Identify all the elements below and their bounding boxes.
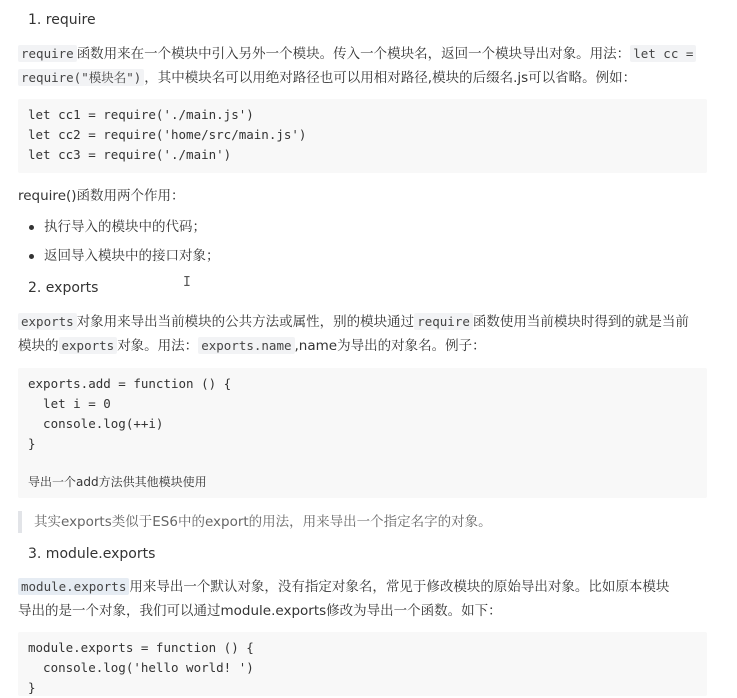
- inline-code-require: require: [414, 313, 473, 330]
- exports-desc-text-5: ,name为导出的对象名。例子：: [294, 338, 486, 354]
- code-line: console.log('hello world! '): [28, 660, 254, 675]
- code-block-require-examples: [18, 99, 707, 173]
- require-description: [18, 42, 713, 90]
- heading-exports: 2. exports: [28, 280, 99, 296]
- code-line: }: [28, 680, 36, 695]
- module-exports-description: [18, 575, 713, 623]
- require-functions-subtitle: require()函数用两个作用：: [18, 188, 185, 204]
- require-desc-text-1: 函数用来在一个模块中引入另外一个模块。传入一个模块名，返回一个模块导出对象。用法：: [76, 46, 631, 62]
- exports-desc-text-1: 对象用来导出当前模块的公共方法或属性，别的模块通过: [76, 314, 415, 330]
- exports-desc-text-3: 模块的: [18, 338, 59, 354]
- inline-code-module-exports: module.exports: [18, 578, 129, 595]
- text-cursor-icon: I: [183, 275, 191, 290]
- module-exports-desc-text-2: 导出的是一个对象，我们可以通过module.exports修改为导出一个函数。如下：: [18, 603, 502, 619]
- require-desc-text-2: ，其中模块名可以用绝对路径也可以用相对路径,模块的后缀名.js可以省略。例如：: [144, 70, 637, 86]
- module-exports-desc-text-1: 用来导出一个默认对象，没有指定对象名，常见于修改模块的原始导出对象。比如原本模块: [129, 579, 670, 595]
- code-block-module-exports-example: [18, 632, 707, 696]
- code-block-exports-example: [18, 368, 707, 498]
- inline-code-require-module: require("模块名"): [18, 69, 144, 86]
- inline-code-exports-name: exports.name: [198, 337, 294, 354]
- heading-require: 1. require: [28, 12, 96, 28]
- code-note: 导出一个add方法供其他模块使用: [28, 475, 207, 489]
- code-line: let cc1 = require('./main.js'): [28, 107, 254, 122]
- blockquote-exports-note: 其实exports类似于ES6中的export的用法，用来导出一个指定名字的对象。: [18, 511, 707, 533]
- list-item: 执行导入的模块中的代码；: [26, 213, 220, 242]
- code-line: exports.add = function () {: [28, 376, 232, 391]
- code-line: let cc2 = require('home/src/main.js'): [28, 127, 307, 142]
- code-line: let cc3 = require('./main'): [28, 147, 232, 162]
- exports-desc-text-2: 函数使用当前模块时得到的就是当前: [472, 314, 689, 330]
- inline-code-let-cc: let cc =: [630, 45, 696, 62]
- code-line: }: [28, 436, 36, 451]
- code-line: module.exports = function () {: [28, 640, 254, 655]
- exports-description: [18, 310, 713, 358]
- inline-code-exports: exports: [18, 313, 77, 330]
- exports-desc-text-4: 对象。用法：: [117, 338, 199, 354]
- require-functions-list: [26, 213, 220, 271]
- inline-code-require: require: [18, 45, 77, 62]
- inline-code-exports: exports: [59, 337, 118, 354]
- code-line: let i = 0: [28, 396, 111, 411]
- code-line: console.log(++i): [28, 416, 164, 431]
- list-item: 返回导入模块中的接口对象；: [26, 242, 220, 271]
- heading-module-exports: 3. module.exports: [28, 546, 156, 562]
